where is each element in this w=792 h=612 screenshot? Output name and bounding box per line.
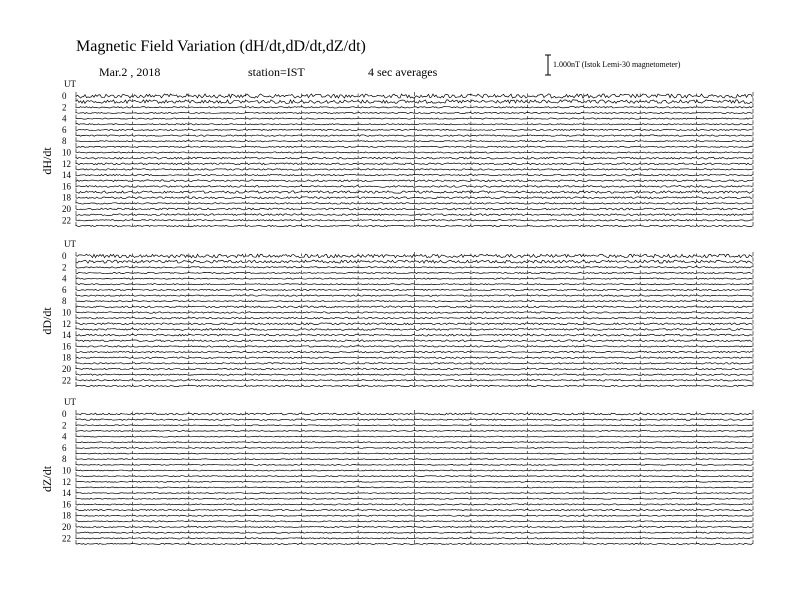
row-label: 10 bbox=[62, 465, 71, 476]
row-label: 0 bbox=[62, 91, 67, 101]
row-ticks bbox=[76, 115, 753, 119]
row-ticks bbox=[76, 455, 753, 459]
trace-line bbox=[76, 357, 753, 358]
row-ticks bbox=[76, 252, 753, 256]
row-ticks bbox=[76, 194, 753, 198]
row-label: 4 bbox=[62, 273, 67, 284]
trace-line bbox=[76, 374, 753, 375]
date-label: Mar.2 , 2018 bbox=[99, 65, 161, 79]
row-ticks bbox=[76, 126, 753, 130]
row-label: 18 bbox=[62, 510, 71, 521]
trace-line bbox=[76, 346, 753, 347]
row-label: 12 bbox=[62, 318, 71, 329]
row-label: 4 bbox=[62, 431, 67, 442]
chart-title: Magnetic Field Variation (dH/dt,dD/dt,dZ/dt) bbox=[76, 38, 366, 55]
row-label: 10 bbox=[62, 307, 71, 318]
row-label: 20 bbox=[62, 204, 71, 214]
station-label: station=IST bbox=[248, 65, 305, 79]
trace-line bbox=[76, 476, 753, 477]
averaging-label: 4 sec averages bbox=[368, 65, 438, 79]
row-ticks bbox=[76, 143, 753, 147]
row-label: 14 bbox=[62, 170, 71, 181]
row-ticks bbox=[76, 472, 753, 476]
row-ticks bbox=[76, 534, 753, 538]
row-label: 16 bbox=[62, 499, 71, 510]
row-label: 12 bbox=[62, 476, 71, 487]
row-ticks bbox=[76, 275, 753, 279]
row-label: 16 bbox=[62, 181, 71, 192]
row-label: 18 bbox=[62, 352, 71, 363]
row-label: 20 bbox=[62, 522, 71, 532]
row-ticks bbox=[76, 483, 753, 487]
row-label: 14 bbox=[62, 488, 71, 499]
trace-line bbox=[76, 129, 753, 130]
row-ticks bbox=[76, 467, 753, 471]
row-ticks bbox=[76, 149, 753, 153]
row-ticks bbox=[76, 416, 753, 420]
row-ticks bbox=[76, 495, 753, 499]
trace-line bbox=[76, 447, 753, 448]
trace-line bbox=[76, 284, 753, 285]
row-label: 16 bbox=[62, 341, 71, 352]
row-label: 6 bbox=[62, 284, 67, 295]
row-ticks bbox=[76, 309, 753, 313]
row-ticks bbox=[76, 269, 753, 273]
row-label: 6 bbox=[62, 442, 67, 453]
row-ticks bbox=[76, 137, 753, 141]
row-label: 10 bbox=[62, 147, 71, 158]
trace-line bbox=[76, 278, 753, 279]
trace-line bbox=[76, 363, 753, 364]
scale-bar bbox=[545, 55, 551, 75]
trace-line bbox=[76, 289, 753, 290]
row-ticks bbox=[76, 292, 753, 296]
row-ticks bbox=[76, 444, 753, 448]
row-label: 4 bbox=[62, 113, 67, 124]
row-label: 22 bbox=[62, 375, 71, 386]
row-label: 8 bbox=[62, 296, 67, 307]
row-label: 8 bbox=[62, 454, 67, 465]
row-label: 6 bbox=[62, 124, 67, 135]
scale-bar-label: 1.000nT (Istok Lemi-30 magnetometer) bbox=[553, 60, 681, 69]
panel-ylabel: dD/dt bbox=[40, 307, 54, 335]
panel-0 bbox=[40, 79, 753, 227]
trace-line bbox=[76, 498, 753, 499]
trace-line bbox=[76, 442, 753, 443]
row-label: 18 bbox=[62, 192, 71, 203]
row-label: 2 bbox=[62, 102, 67, 113]
panel-ylabel: dH/dt bbox=[40, 147, 54, 175]
time-axis-label: UT bbox=[64, 397, 76, 407]
row-label: 0 bbox=[62, 251, 67, 261]
row-label: 22 bbox=[62, 533, 71, 544]
row-label: 2 bbox=[62, 262, 67, 273]
row-ticks bbox=[76, 489, 753, 493]
row-ticks bbox=[76, 98, 753, 102]
row-label: 22 bbox=[62, 215, 71, 226]
trace-line bbox=[76, 487, 753, 488]
trace-line bbox=[76, 453, 753, 454]
panel-ylabel: dZ/dt bbox=[40, 465, 54, 492]
row-label: 20 bbox=[62, 364, 71, 374]
row-ticks bbox=[76, 325, 753, 329]
trace-line bbox=[76, 334, 753, 336]
row-label: 12 bbox=[62, 158, 71, 169]
row-ticks bbox=[76, 450, 753, 454]
row-ticks bbox=[76, 512, 753, 516]
trace-line bbox=[76, 526, 753, 527]
trace-line bbox=[76, 272, 753, 273]
row-label: 0 bbox=[62, 409, 67, 419]
trace-line bbox=[76, 380, 753, 381]
row-label: 8 bbox=[62, 136, 67, 147]
time-axis-label: UT bbox=[64, 239, 76, 249]
row-label: 2 bbox=[62, 420, 67, 431]
panel-2 bbox=[40, 397, 753, 545]
row-ticks bbox=[76, 216, 753, 220]
panel-1 bbox=[40, 239, 753, 387]
trace-line bbox=[76, 430, 753, 431]
row-ticks bbox=[76, 348, 753, 352]
row-ticks bbox=[76, 478, 753, 482]
row-label: 14 bbox=[62, 330, 71, 341]
row-ticks bbox=[76, 433, 753, 437]
time-axis-label: UT bbox=[64, 79, 76, 89]
trace-line bbox=[76, 141, 753, 142]
